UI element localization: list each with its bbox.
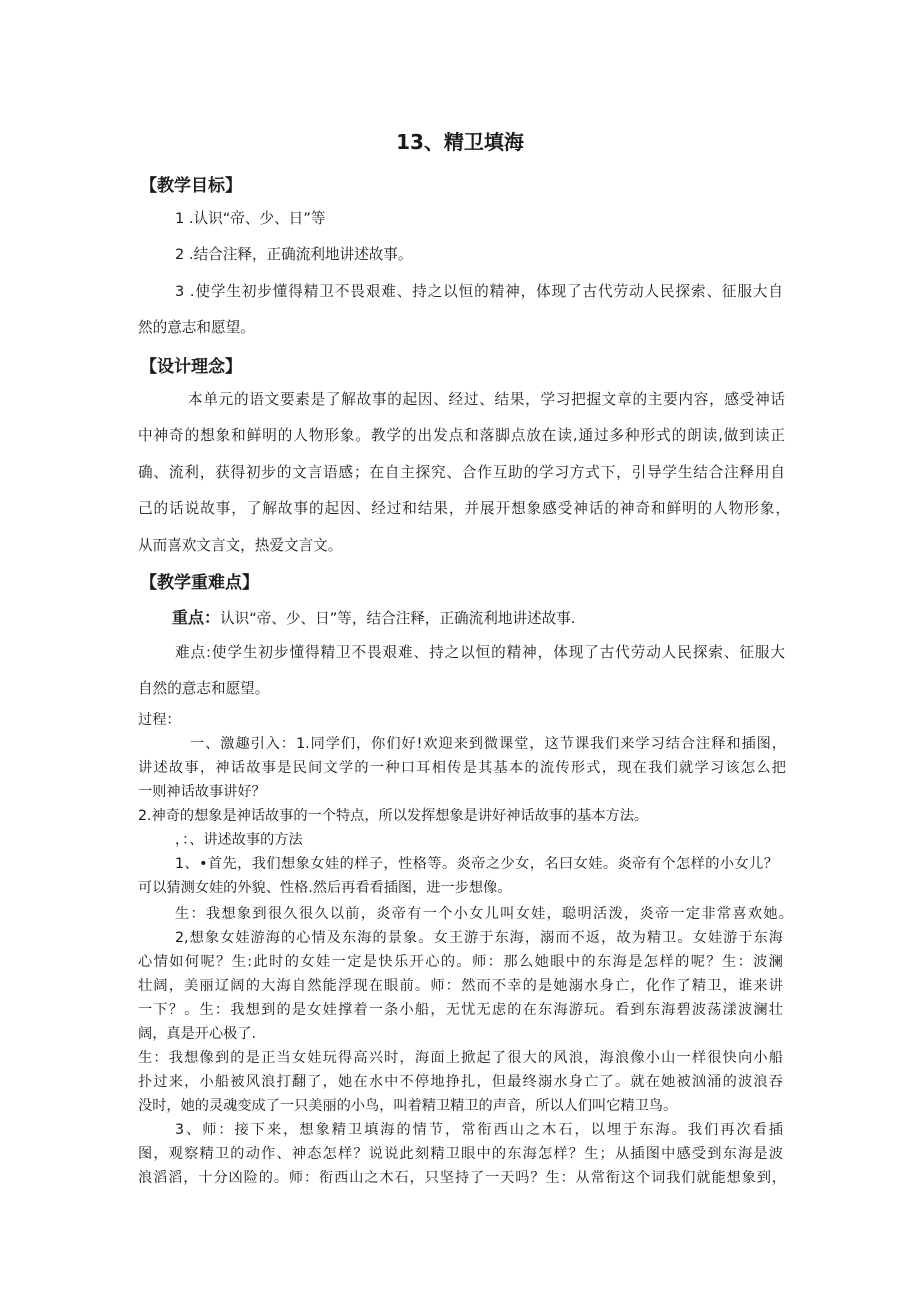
idea-line-3: 确、流利，获得初步的文言语感；在自主探究、合作互助的学习方式下，引导学生结合注释用自 bbox=[138, 464, 785, 481]
heading-key-points: 【教学重难点】 bbox=[140, 573, 259, 593]
idea-line-4: 己的话说故事，了解故事的起因、经过和结果，并展开想象感受神话的神奇和鲜明的人物形象， bbox=[138, 500, 790, 517]
key-point-label: 重点： bbox=[172, 608, 221, 627]
process-p6-line-1: 2,想象女娃游海的心情及东海的景象。女王游于东海，溺而不返，故为精卫。女娃游于东海 bbox=[175, 930, 783, 946]
difficult-point-label: 难点 bbox=[175, 644, 207, 661]
difficult-point-line-1 bbox=[175, 641, 785, 662]
process-p2: 2.神奇的想象是神话故事的一个特点，所以发挥想象是讲好神话故事的基本方法。 bbox=[138, 808, 649, 824]
process-p8-line-1: 3、师：接下来，想象精卫填海的情节，常衔西山之木石，以埋于东海。我们再次看插 bbox=[175, 1122, 783, 1138]
process-p7-line-1: 生：我想像到的是正当女娃玩得高兴时，海面上掀起了很大的风浪，海浪像小山一样很快向小船 bbox=[138, 1050, 783, 1066]
process-p1-line-2: 讲述故事，神话故事是民间文学的一种口耳相传是其基本的流传形式，现在我们就学习该怎么把 bbox=[138, 760, 786, 776]
goal-item-2: 2 .结合注释，正确流利地讲述故事。 bbox=[175, 246, 413, 263]
process-p1-line-1: 一、激趣引入：1.同学们，你们好!欢迎来到微课堂，这节课我们来学习结合注释和插图， bbox=[190, 736, 786, 752]
process-label: 过程： bbox=[138, 712, 181, 728]
idea-line-5: 从而喜欢文言文，热爱文言文。 bbox=[138, 537, 343, 554]
difficult-point-line-2: 自然的意志和愿望。 bbox=[138, 680, 270, 697]
process-p1-line-3: 一则神话故事讲好？ bbox=[138, 784, 266, 800]
goal-item-1: 1 .认识“帝、少、日”等 bbox=[175, 210, 326, 227]
process-p7-line-3: 没时，她的灵魂变成了一只美丽的小鸟，叫着精卫精卫的声音，所以人们叫它精卫鸟。 bbox=[138, 1098, 678, 1114]
page-title: 13、精卫填海 bbox=[396, 130, 524, 154]
process-p6-line-3: 壮阔，美丽辽阔的大海自然能浮现在眼前。师：然而不幸的是她溺水身亡，化作了精卫，谁来讲 bbox=[138, 978, 783, 994]
process-p6-line-5: 阔，真是开心极了. bbox=[138, 1026, 257, 1042]
idea-line-2: 中神奇的想象和鲜明的人物形象。教学的出发点和落脚点放在读,通过多种形式的朗读,做到读正 bbox=[138, 427, 785, 444]
goal-item-3-line-1: 3 .使学生初步懂得精卫不畏艰难、持之以恒的精神，体现了古代劳动人民探索、征服大自 bbox=[175, 283, 783, 300]
goal-item-3-line-2: 然的意志和愿望。 bbox=[138, 319, 255, 336]
process-p7-line-2: 扑过来，小船被风浪打翻了，她在水中不停地挣扎，但最终溺水身亡了。就在她被汹涌的波浪吞 bbox=[138, 1074, 783, 1090]
process-p4-line-2: 可以猜测女娃的外貌、性格.然后再看看插图，进一步想像。 bbox=[138, 880, 512, 896]
idea-line-1: 本单元的语文要素是了解故事的起因、经过、结果，学习把握文章的主要内容，感受神话 bbox=[188, 391, 785, 408]
process-p4-line-1: 1、•首先，我们想象女娃的样子，性格等。炎帝之少女，名曰女娃。炎帝有个怎样的小女儿？ bbox=[175, 856, 778, 872]
process-p6-line-2: 心情如何呢？生:此时的女娃一定是快乐开心的。师：那么她眼中的东海是怎样的呢？生：波澜 bbox=[138, 954, 783, 970]
heading-teaching-goals: 【教学目标】 bbox=[140, 176, 242, 196]
process-p8-line-3: 浪滔滔，十分凶险的。师：衔西山之木石，只坚持了一天吗？生：从常衔这个词我们就能想象到， bbox=[138, 1170, 786, 1186]
difficult-point-text: :使学生初步懂得精卫不畏艰难、持之以恒的精神，体现了古代劳动人民探索、征服大 bbox=[206, 644, 785, 661]
process-p3: ，：、讲述故事的方法 bbox=[175, 832, 303, 848]
process-p5: 生：我想象到很久很久以前，炎帝有一个小女儿叫女娃，聪明活泼，炎帝一定非常喜欢她。 bbox=[175, 906, 793, 922]
key-point bbox=[172, 605, 575, 628]
process-p8-line-2: 图，观察精卫的动作、神态怎样？说说此刻精卫眼中的东海怎样？生；从插图中感受到东海是波 bbox=[138, 1146, 783, 1162]
heading-design-idea: 【设计理念】 bbox=[140, 357, 242, 377]
process-p6-line-4: 一下？。生：我想到的是女娃撑着一条小船，无忧无虑的在东海游玩。看到东海碧波荡漾波澜壮 bbox=[138, 1002, 783, 1018]
key-point-text: 认识“帝、少、日”等，结合注释，正确流利地讲述故事. bbox=[220, 610, 576, 627]
